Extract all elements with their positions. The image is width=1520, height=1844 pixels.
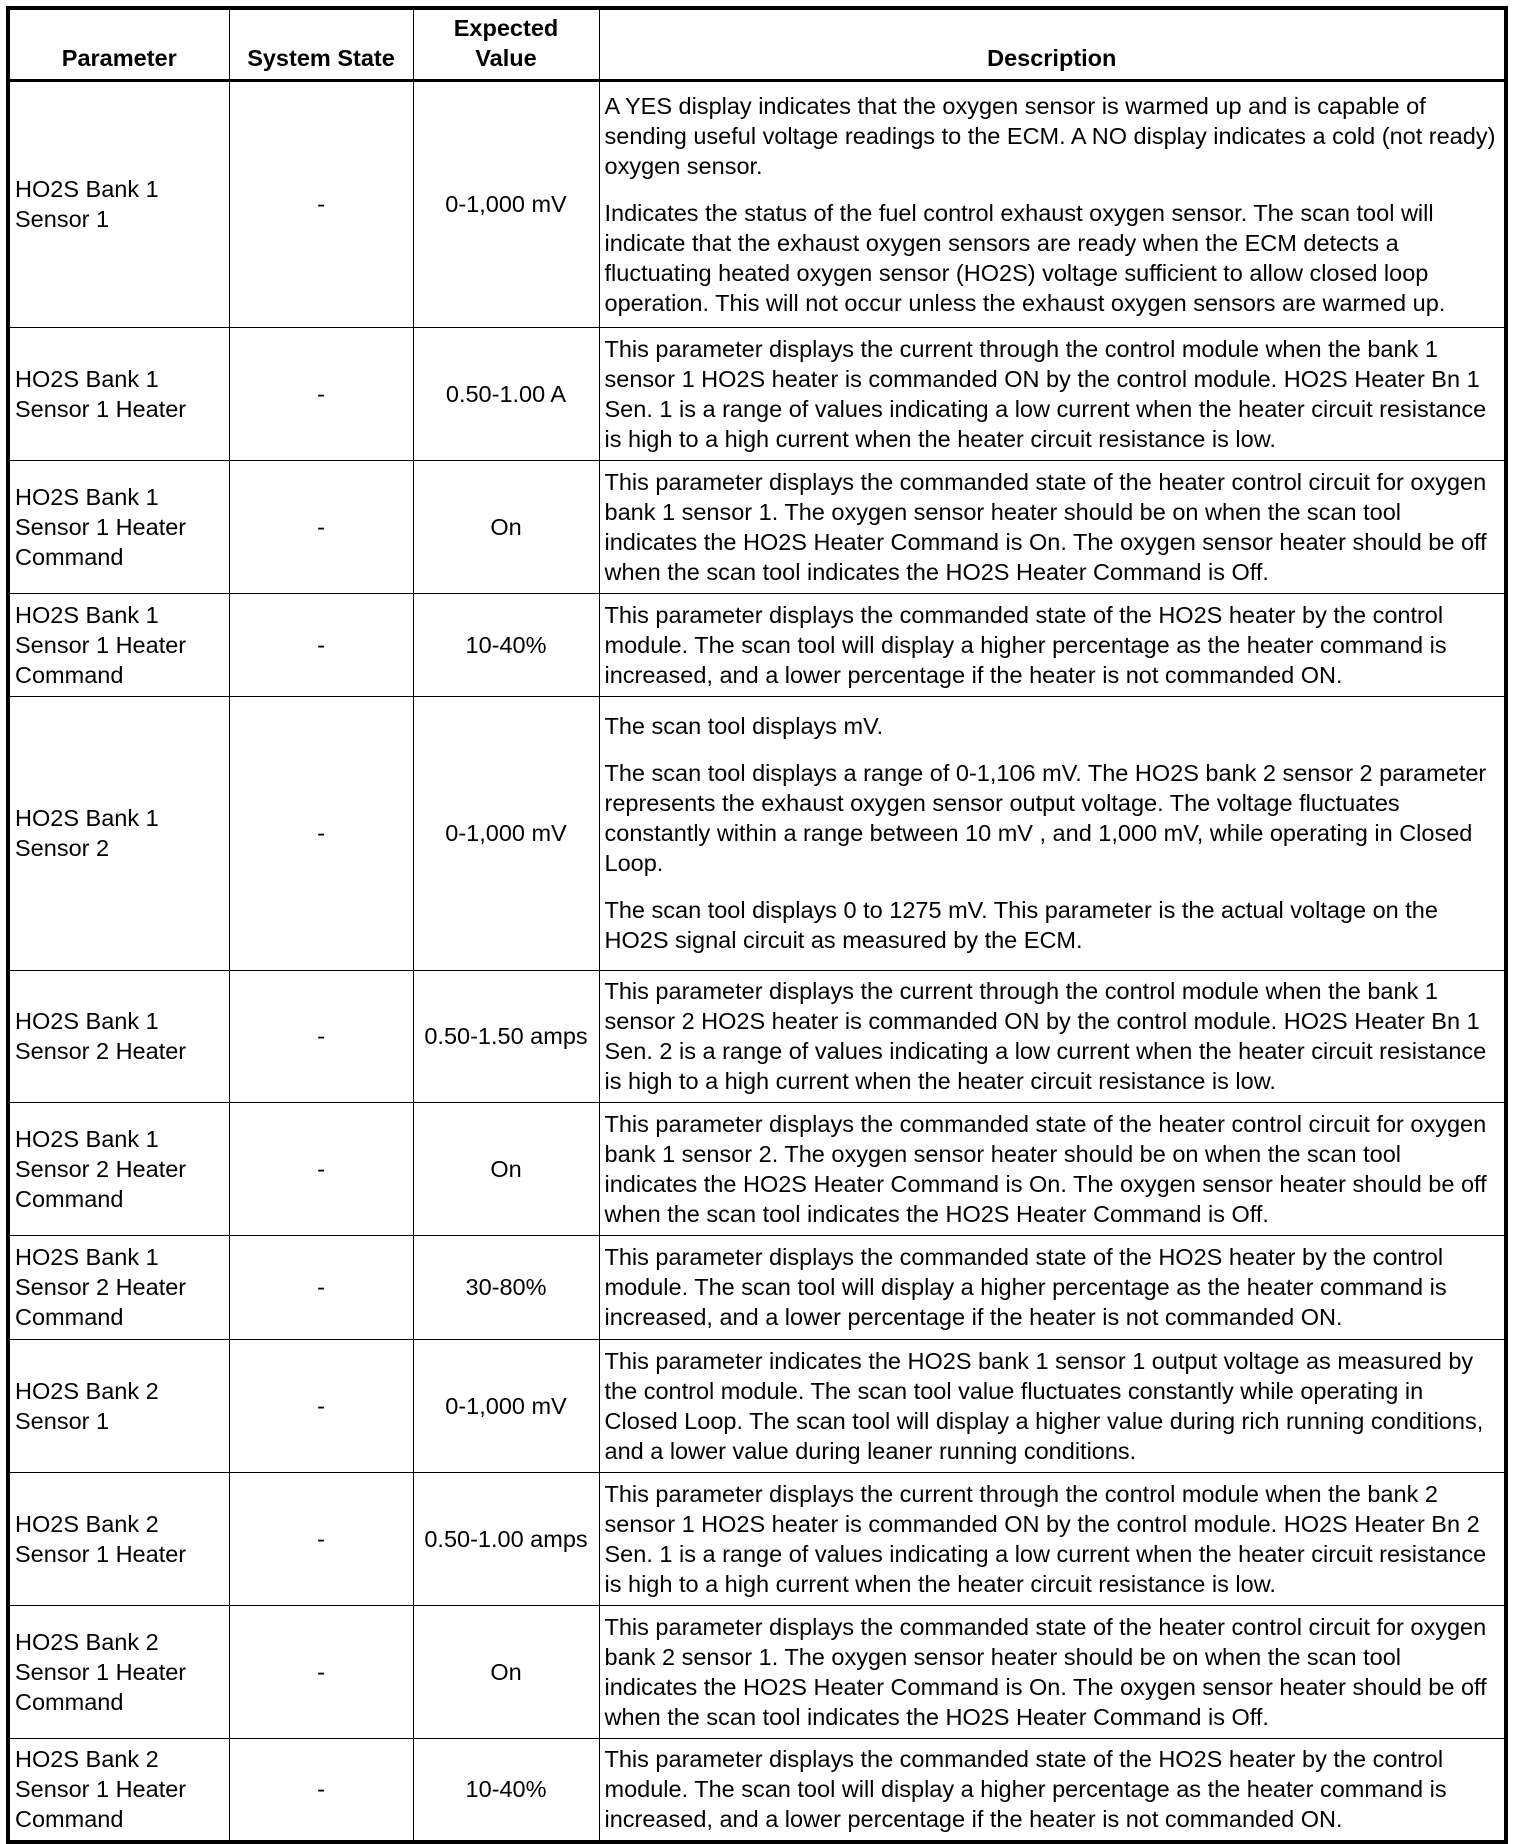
parameter-line: Command — [15, 1304, 124, 1330]
expected-value-cell: On — [413, 1102, 599, 1235]
parameter-line: HO2S Bank 1 — [15, 483, 159, 510]
description-cell — [599, 1102, 1506, 1235]
table-header-row — [8, 8, 1506, 80]
description-paragraph: This parameter indicates the HO2S bank 1 sensor 1 output voltage as measured by the control module. The scan tool value fluctuates constantly while operating in Closed Loop. The scan tool will display a higher value during rich running conditions, and a lower value during leaner running conditions. — [604, 1347, 1484, 1464]
system-state-cell: - — [229, 460, 413, 593]
parameter-line: Sensor 1 — [15, 206, 110, 232]
parameter-line: Command — [15, 1688, 124, 1715]
system-state-cell: - — [229, 80, 413, 327]
description-paragraph: This parameter displays the commanded state of the heater control circuit for oxygen bank 1 sensor 2. The oxygen sensor heater should be on when the scan tool indicates the HO2S Heater Command is On. The oxygen sensor heater should be off when the scan tool indicates the HO2S Heater Command is Off. — [604, 1110, 1487, 1227]
header-description: Description — [599, 8, 1506, 80]
parameter-cell — [8, 1102, 229, 1235]
description-paragraph: Indicates the status of the fuel control exhaust oxygen sensor. The scan tool will indicate that the exhaust oxygen sensors are ready when the ECM detects a fluctuating heated oxygen sensor (HO2S) voltage sufficient to allow closed loop operation. This will not occur unless the exhaust oxygen sensors are warmed up. — [604, 199, 1446, 316]
expected-value-cell: 0-1,000 mV — [413, 696, 599, 970]
parameter-line: Sensor 1 Heater — [15, 395, 187, 422]
table-row — [8, 460, 1506, 593]
system-state-cell: - — [229, 1605, 413, 1738]
parameter-line: HO2S Bank 1 — [15, 601, 159, 628]
parameter-line: Sensor 1 Heater — [15, 1658, 187, 1685]
description-cell — [599, 1235, 1506, 1339]
parameter-cell — [8, 1738, 229, 1842]
description-cell — [599, 1605, 1506, 1738]
parameter-line: Command — [15, 661, 124, 688]
expected-value-cell: 0.50-1.00 amps — [413, 1472, 599, 1605]
parameter-line: HO2S Bank 2 — [15, 1510, 159, 1537]
parameter-line: Sensor 2 Heater — [15, 1274, 187, 1300]
parameter-line: HO2S Bank 1 — [15, 176, 159, 202]
table-row — [8, 1235, 1506, 1339]
table-row — [8, 1472, 1506, 1605]
parameter-line: Command — [15, 543, 124, 570]
expected-value-cell: 10-40% — [413, 1738, 599, 1842]
system-state-cell: - — [229, 696, 413, 970]
description-paragraph: This parameter displays the commanded state of the heater control circuit for oxygen bank 1 sensor 1. The oxygen sensor heater should be on when the scan tool indicates the HO2S Heater Command is On. The oxygen sensor heater should be off when the scan tool indicates the HO2S Heater Command is Off. — [604, 468, 1487, 585]
description-paragraph: This parameter displays the commanded state of the HO2S heater by the control module. The scan tool will display a higher percentage as the heater command is increased, and a lower percentage if the heater is not commanded ON. — [604, 601, 1447, 688]
parameter-line: Sensor 1 Heater — [15, 1540, 187, 1567]
description-paragraph: This parameter displays the commanded state of the HO2S heater by the control module. The scan tool will display a higher percentage as the heater command is increased, and a lower percentage if the heater is not commanded ON. — [604, 1244, 1447, 1330]
header-system-state: System State — [229, 8, 413, 80]
parameter-line: Sensor 1 — [15, 1407, 110, 1434]
parameter-cell — [8, 1235, 229, 1339]
parameter-line: HO2S Bank 1 — [15, 805, 159, 831]
system-state-cell: - — [229, 1472, 413, 1605]
description-cell — [599, 327, 1506, 460]
expected-value-cell: 0.50-1.00 A — [413, 327, 599, 460]
table-row — [8, 1605, 1506, 1738]
parameter-line: HO2S Bank 1 — [15, 1125, 159, 1152]
description-paragraph: A YES display indicates that the oxygen sensor is warmed up and is capable of sending useful voltage readings to the ECM. A NO display indicates a cold (not ready) oxygen sensor. — [604, 92, 1496, 179]
description-cell — [599, 970, 1506, 1102]
description-cell — [599, 593, 1506, 696]
system-state-cell: - — [229, 1235, 413, 1339]
table-row — [8, 593, 1506, 696]
expected-value-cell: On — [413, 460, 599, 593]
table-row — [8, 1102, 1506, 1235]
description-cell — [599, 1339, 1506, 1472]
description-paragraph: This parameter displays the current through the control module when the bank 1 sensor 2 HO2S heater is commanded ON by the control module. HO2S Heater Bn 1 Sen. 2 is a range of values indicating a low current when the heater circuit resistance is high to a high current when the heater circuit resistance is low. — [604, 978, 1487, 1094]
system-state-cell: - — [229, 970, 413, 1102]
table-row — [8, 696, 1506, 970]
parameter-line: Sensor 1 Heater — [15, 1776, 187, 1803]
parameter-line: HO2S Bank 2 — [15, 1377, 159, 1404]
parameter-cell — [8, 1605, 229, 1738]
parameter-line: Sensor 2 Heater — [15, 1038, 187, 1064]
expected-value-cell: 10-40% — [413, 593, 599, 696]
parameter-cell — [8, 1339, 229, 1472]
table-row — [8, 970, 1506, 1102]
system-state-cell: - — [229, 1339, 413, 1472]
parameter-cell — [8, 80, 229, 327]
parameter-line: HO2S Bank 2 — [15, 1746, 159, 1773]
expected-value-cell: 30-80% — [413, 1235, 599, 1339]
description-paragraph: This parameter displays the commanded state of the HO2S heater by the control module. The scan tool will display a higher percentage as the heater command is increased, and a lower percentage if the heater is not commanded ON. — [604, 1746, 1447, 1833]
parameter-line: Command — [15, 1185, 124, 1212]
description-cell — [599, 1472, 1506, 1605]
parameter-cell — [8, 327, 229, 460]
description-paragraph: The scan tool displays 0 to 1275 mV. This parameter is the actual voltage on the HO2S signal circuit as measured by the ECM. — [604, 897, 1438, 953]
table-body — [8, 80, 1506, 1842]
parameter-table — [6, 6, 1508, 1844]
description-cell — [599, 696, 1506, 970]
parameter-line: HO2S Bank 1 — [15, 1008, 159, 1034]
description-cell — [599, 80, 1506, 327]
system-state-cell: - — [229, 327, 413, 460]
system-state-cell: - — [229, 593, 413, 696]
description-paragraph: The scan tool displays a range of 0-1,106 mV. The HO2S bank 2 sensor 2 parameter represents the exhaust oxygen sensor output voltage. The voltage fluctuates constantly within a range between 10 mV , and 1,000 mV, while operating in Closed Loop. — [604, 760, 1487, 876]
system-state-cell: - — [229, 1102, 413, 1235]
parameter-line: Sensor 2 — [15, 835, 110, 861]
parameter-line: Command — [15, 1806, 124, 1833]
parameter-line: HO2S Bank 2 — [15, 1628, 159, 1655]
parameter-cell — [8, 460, 229, 593]
table-row — [8, 80, 1506, 327]
expected-value-cell: 0.50-1.50 amps — [413, 970, 599, 1102]
expected-value-cell: On — [413, 1605, 599, 1738]
parameter-line: Sensor 2 Heater — [15, 1155, 187, 1182]
table-row — [8, 327, 1506, 460]
parameter-cell — [8, 1472, 229, 1605]
description-cell — [599, 1738, 1506, 1842]
description-paragraph: This parameter displays the current through the control module when the bank 2 sensor 1 HO2S heater is commanded ON by the control module. HO2S Heater Bn 2 Sen. 1 is a range of values indicating a low current when the heater circuit resistance is high to a high current when the heater circuit resistance is low. — [604, 1480, 1487, 1597]
parameter-line: HO2S Bank 1 — [15, 365, 159, 392]
system-state-cell: - — [229, 1738, 413, 1842]
parameter-line: Sensor 1 Heater — [15, 631, 187, 658]
description-paragraph: The scan tool displays mV. — [604, 713, 884, 739]
header-expected-value — [413, 8, 599, 80]
description-paragraph: This parameter displays the commanded state of the heater control circuit for oxygen bank 2 sensor 1. The oxygen sensor heater should be on when the scan tool indicates the HO2S Heater Command is On. The oxygen sensor heater should be off when the scan tool indicates the HO2S Heater Command is Off. — [604, 1613, 1487, 1730]
parameter-line: Sensor 1 Heater — [15, 513, 187, 540]
expected-value-cell: 0-1,000 mV — [413, 80, 599, 327]
parameter-cell — [8, 593, 229, 696]
table-row — [8, 1339, 1506, 1472]
parameter-cell — [8, 696, 229, 970]
table-row — [8, 1738, 1506, 1842]
parameter-cell — [8, 970, 229, 1102]
description-paragraph: This parameter displays the current through the control module when the bank 1 sensor 1 HO2S heater is commanded ON by the control module. HO2S Heater Bn 1 Sen. 1 is a range of values indicating a low current when the heater circuit resistance is high to a high current when the heater circuit resistance is low. — [604, 335, 1487, 452]
header-expected-value-text: Expected Value — [453, 14, 559, 71]
description-cell — [599, 460, 1506, 593]
expected-value-cell: 0-1,000 mV — [413, 1339, 599, 1472]
parameter-line: HO2S Bank 1 — [15, 1244, 159, 1270]
header-parameter: Parameter — [8, 8, 229, 80]
